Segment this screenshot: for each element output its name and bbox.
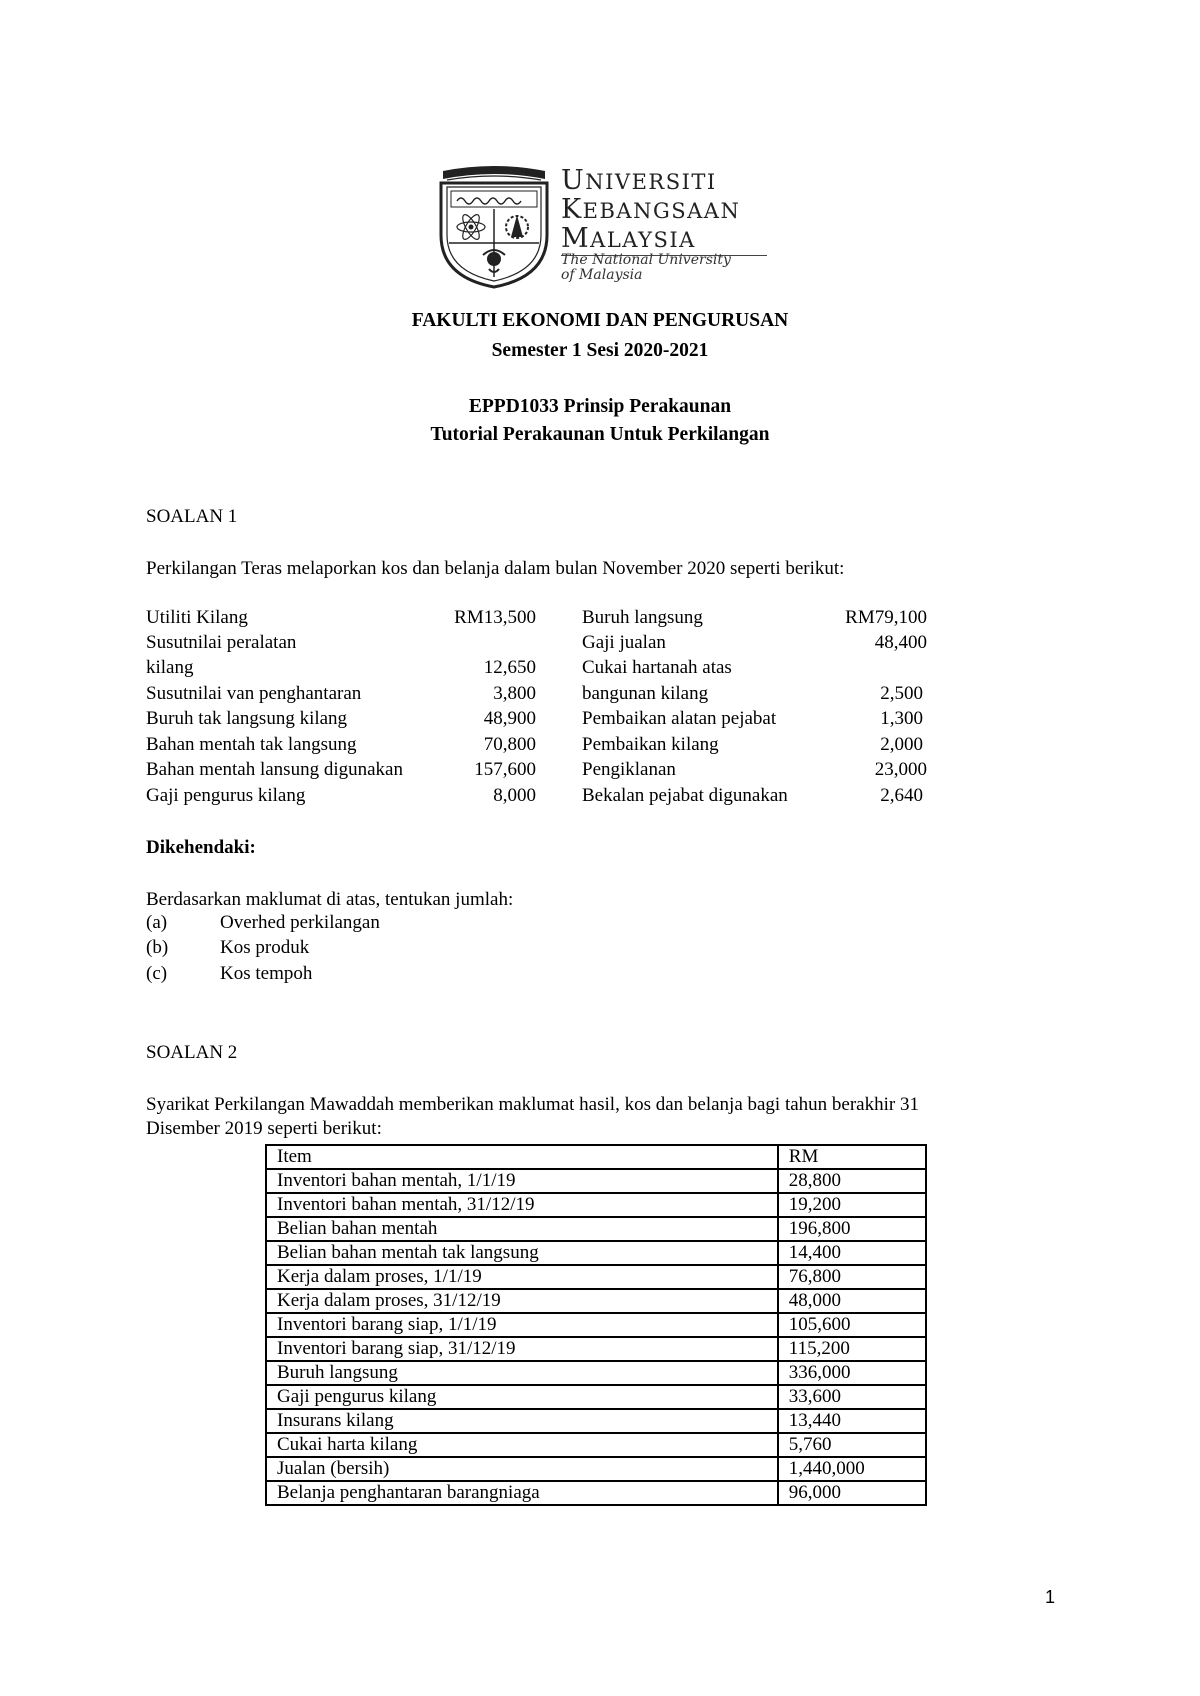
list-marker: (a) <box>146 912 168 933</box>
list-item: Buruh tak langsung kilang 48,900 <box>146 708 536 729</box>
table-row: Cukai harta kilang 5,760 <box>266 1433 926 1457</box>
logo-line-3: MALAYSIA <box>561 223 696 254</box>
list-item: Overhed perkilangan <box>220 912 380 933</box>
list-item: Kos tempoh <box>220 963 313 984</box>
question-2-title: SOALAN 2 <box>146 1042 238 1063</box>
table-row: Insurans kilang 13,440 <box>266 1409 926 1433</box>
page-number: 1 <box>1045 1587 1056 1607</box>
logo-subtitle-2: of Malaysia <box>561 267 643 283</box>
university-logo <box>433 165 773 290</box>
table-row: Inventori barang siap, 1/1/19 105,600 <box>266 1313 926 1337</box>
logo-line-1: UNIVERSITI <box>561 165 717 196</box>
list-marker: (c) <box>146 963 168 984</box>
table-row: Kerja dalam proses, 31/12/19 48,000 <box>266 1289 926 1313</box>
question-2-intro-line-2: Disember 2019 seperti berikut: <box>146 1118 382 1139</box>
table-row: Buruh langsung 336,000 <box>266 1361 926 1385</box>
semester-title: Semester 1 Sesi 2020-2021 <box>491 340 709 361</box>
list-item: Cukai hartanah atas <box>582 657 732 678</box>
required-label: Dikehendaki: <box>146 837 256 858</box>
list-item: Pembaikan alatan pejabat 1,300 <box>582 708 923 729</box>
university-crest-icon <box>433 165 555 290</box>
list-item: Bahan mentah tak langsung 70,800 <box>146 734 536 755</box>
table-row: Belian bahan mentah 196,800 <box>266 1217 926 1241</box>
table-row: Inventori barang siap, 31/12/19 115,200 <box>266 1337 926 1361</box>
list-item: Buruh langsung RM79,100 <box>582 607 927 628</box>
list-item: Susutnilai van penghantaran 3,800 <box>146 683 536 704</box>
university-name <box>555 165 775 290</box>
table-header-row <box>266 1145 926 1169</box>
list-item: bangunan kilang 2,500 <box>582 683 923 704</box>
table-row: Gaji pengurus kilang 33,600 <box>266 1385 926 1409</box>
list-item: kilang 12,650 <box>146 657 536 678</box>
list-item: Pembaikan kilang 2,000 <box>582 734 923 755</box>
table-row: Belian bahan mentah tak langsung 14,400 <box>266 1241 926 1265</box>
list-item: Utiliti Kilang RM13,500 <box>146 607 536 628</box>
table-row: Kerja dalam proses, 1/1/19 76,800 <box>266 1265 926 1289</box>
list-item: Bahan mentah lansung digunakan 157,600 <box>146 759 536 780</box>
question-1-title: SOALAN 1 <box>146 506 238 527</box>
logo-subtitle-1: The National University <box>561 252 731 268</box>
cost-table <box>265 1144 927 1506</box>
faculty-title: FAKULTI EKONOMI DAN PENGURUSAN <box>411 310 789 331</box>
table-row: Belanja penghantaran barangniaga 96,000 <box>266 1481 926 1505</box>
list-item: Susutnilai peralatan <box>146 632 297 653</box>
list-item: Gaji jualan 48,400 <box>582 632 927 653</box>
table-row: Inventori bahan mentah, 31/12/19 19,200 <box>266 1193 926 1217</box>
list-marker: (b) <box>146 937 169 958</box>
table-row: Jualan (bersih) 1,440,000 <box>266 1457 926 1481</box>
logo-line-2: KEBANGSAAN <box>561 194 741 225</box>
question-1-intro: Perkilangan Teras melaporkan kos dan belanja dalam bulan November 2020 seperti berikut: <box>146 558 845 579</box>
required-intro: Berdasarkan maklumat di atas, tentukan jumlah: <box>146 889 514 910</box>
list-item: Kos produk <box>220 937 310 958</box>
course-title: EPPD1033 Prinsip Perakaunan <box>468 396 732 417</box>
column-header-rm: RM <box>778 1145 926 1169</box>
tutorial-title: Tutorial Perakaunan Untuk Perkilangan <box>430 424 770 445</box>
list-item: Pengiklanan 23,000 <box>582 759 927 780</box>
question-2-intro-line-1: Syarikat Perkilangan Mawaddah memberikan maklumat hasil, kos dan belanja bagi tahun berakhir 31 <box>146 1094 919 1115</box>
table-row: Inventori bahan mentah, 1/1/19 28,800 <box>266 1169 926 1193</box>
list-item: Bekalan pejabat digunakan 2,640 <box>582 785 923 806</box>
list-item: Gaji pengurus kilang 8,000 <box>146 785 536 806</box>
column-header-item: Item <box>266 1145 778 1169</box>
